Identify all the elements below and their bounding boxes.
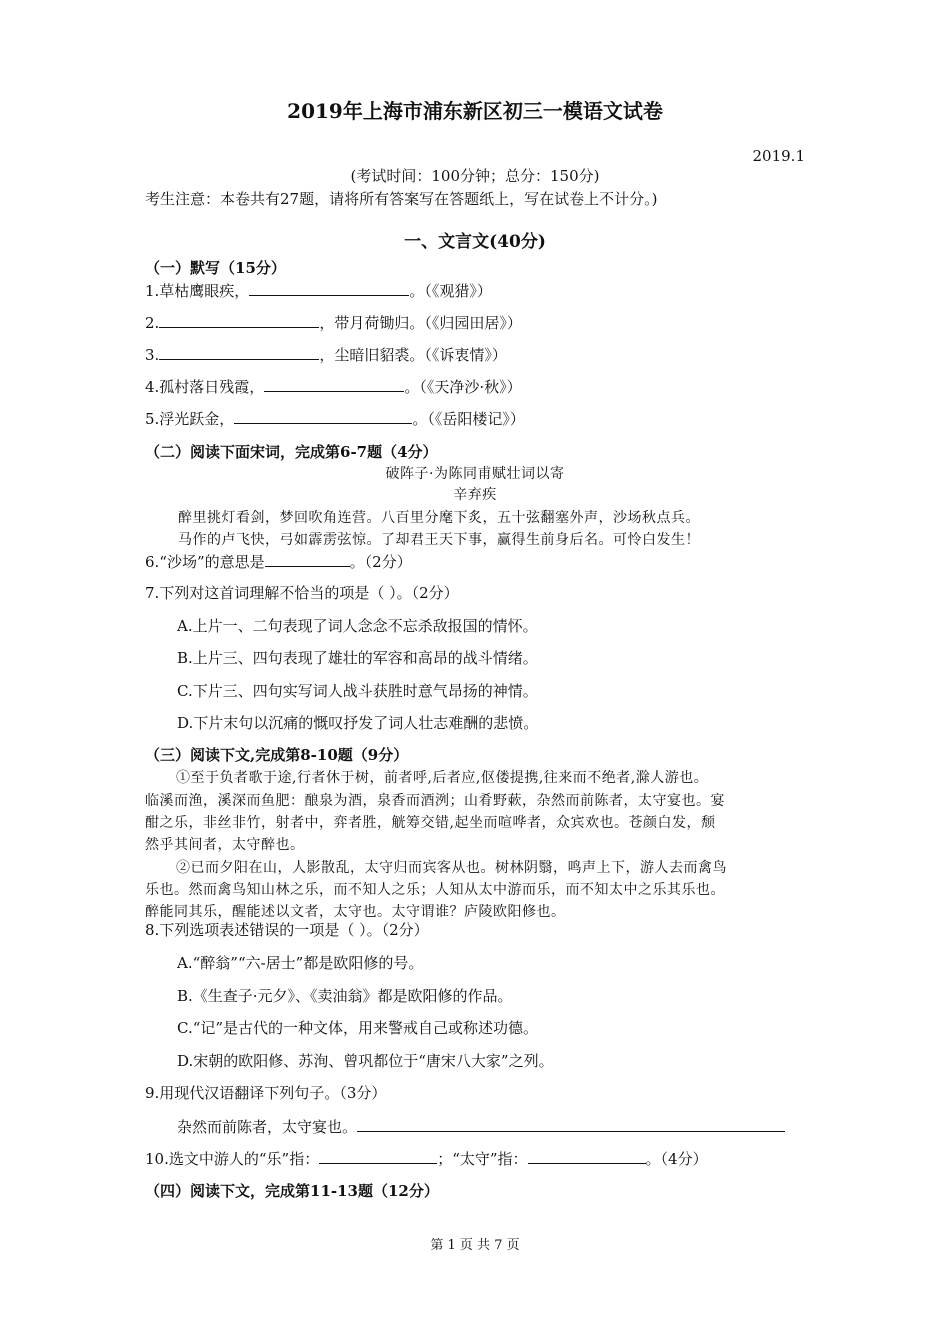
passage-line: ②已而夕阳在山，人影散乱，太守归而宾客从也。树林阴翳，鸣声上下，游人去而禽鸟 bbox=[176, 860, 727, 876]
q1-text: 1.草枯鹰眼疾， bbox=[145, 282, 250, 300]
q3-source: ，尘暗旧貂裘。（《诉衷情》） bbox=[319, 346, 507, 364]
option-c: C.“记”是古代的一种文体，用来警戒自己或称述功德。 bbox=[177, 1019, 539, 1037]
question-5 bbox=[145, 408, 525, 429]
page-title: 2019年上海市浦东新区初三一模语文试卷 bbox=[287, 99, 663, 123]
poem-author: 辛弃疾 bbox=[453, 487, 497, 503]
part1-heading: （一）默写（15分） bbox=[145, 259, 286, 277]
part2-heading: （二）阅读下面宋词，完成第6-7题（4分） bbox=[145, 443, 438, 461]
exam-notice: 考生注意：本卷共有27题，请将所有答案写在答题纸上，写在试卷上不计分。) bbox=[145, 190, 658, 208]
question-3 bbox=[145, 344, 507, 365]
q9-text: 杂然而前陈者，太守宴也。 bbox=[177, 1118, 358, 1136]
passage-line: 然乎其间者，太守醉也。 bbox=[145, 837, 305, 853]
answer-blank[interactable] bbox=[528, 1148, 646, 1164]
answer-blank[interactable] bbox=[249, 280, 409, 296]
poem-line-2: 马作的卢飞快，弓如霹雳弦惊。了却君王天下事，赢得生前身后名。可怜白发生！ bbox=[178, 532, 700, 548]
q6-text: 6.“沙场”的意思是 bbox=[145, 553, 265, 571]
q10-score: 。（4分） bbox=[645, 1150, 708, 1168]
passage-line: 临溪而渔，溪深而鱼肥：酿泉为酒，泉香而酒洌；山肴野蔌，杂然而前陈者，太守宴也。宴 bbox=[145, 793, 725, 809]
poem-title: 破阵子·为陈同甫赋壮词以寄 bbox=[385, 466, 565, 482]
option-b: B.《生查子·元夕》、《卖油翁》都是欧阳修的作品。 bbox=[177, 987, 513, 1005]
part3-heading: （三）阅读下文,完成第8-10题（9分） bbox=[145, 746, 409, 764]
question-8: 8.下列选项表述错误的一项是（ ）。（2分） bbox=[145, 921, 429, 939]
q4-text: 4.孤村落日残霞， bbox=[145, 378, 265, 396]
exam-date: 2019.1 bbox=[752, 147, 805, 165]
q10-text: 10.选文中游人的“乐”指： bbox=[145, 1150, 320, 1168]
answer-blank[interactable] bbox=[159, 344, 319, 360]
q3-text: 3. bbox=[145, 346, 160, 364]
passage-line: ①至于负者歌于途,行者休于树，前者呼,后者应,伛偻提携,往来而不绝者,滁人游也。 bbox=[176, 770, 709, 786]
q5-text: 5.浮光跃金， bbox=[145, 410, 235, 428]
passage-line: 乐也。然而禽鸟知山林之乐，而不知人之乐；人知从太中游而乐，而不知太中之乐其乐也。 bbox=[145, 882, 725, 898]
answer-blank[interactable] bbox=[234, 408, 412, 424]
page-footer: 第 1 页 共 7 页 bbox=[430, 1238, 520, 1253]
question-2 bbox=[145, 312, 522, 333]
q6-score: 。（2分） bbox=[349, 553, 412, 571]
q5-source: 。（《岳阳楼记》） bbox=[412, 410, 525, 428]
question-7: 7.下列对这首词理解不恰当的项是（ ）。（2分） bbox=[145, 584, 459, 602]
passage-line: 醉能同其乐，醒能述以文者，太守也。太守谓谁？庐陵欧阳修也。 bbox=[145, 904, 566, 920]
question-9: 9.用现代汉语翻译下列句子。（3分） bbox=[145, 1084, 387, 1102]
passage-line: 酣之乐，非丝非竹，射者中，弈者胜，觥筹交错,起坐而喧哗者，众宾欢也。苍颜白发，颓 bbox=[145, 815, 716, 831]
question-9-sentence bbox=[177, 1116, 785, 1137]
option-c: C.下片三、四句实写词人战斗获胜时意气昂扬的神情。 bbox=[177, 682, 538, 700]
answer-blank[interactable] bbox=[357, 1116, 785, 1132]
part4-heading: （四）阅读下文，完成第11-13题（12分） bbox=[145, 1182, 439, 1200]
question-1 bbox=[145, 280, 492, 301]
answer-blank[interactable] bbox=[265, 551, 350, 567]
q4-source: 。（《天净沙·秋》） bbox=[404, 378, 522, 396]
poem-line-1: 醉里挑灯看剑，梦回吹角连营。八百里分麾下炙，五十弦翻塞外声，沙场秋点兵。 bbox=[178, 510, 700, 526]
q10-text-mid: ；“太守”指： bbox=[437, 1150, 528, 1168]
option-a: A.“醉翁”“六-居士”都是欧阳修的号。 bbox=[177, 954, 424, 972]
answer-blank[interactable] bbox=[264, 376, 404, 392]
option-b: B.上片三、四句表现了雄壮的军容和高昂的战斗情绪。 bbox=[177, 649, 538, 667]
question-4 bbox=[145, 376, 522, 397]
q1-source: 。（《观猎》） bbox=[409, 282, 492, 300]
section-heading: 一、文言文(40分) bbox=[404, 232, 546, 252]
q2-text: 2. bbox=[145, 314, 160, 332]
option-a: A.上片一、二句表现了词人念念不忘杀敌报国的情怀。 bbox=[177, 617, 538, 635]
question-10 bbox=[145, 1148, 708, 1169]
answer-blank[interactable] bbox=[319, 1148, 437, 1164]
q2-source: ，带月荷锄归。（《归园田居》） bbox=[319, 314, 522, 332]
question-6 bbox=[145, 551, 412, 572]
option-d: D.下片末句以沉痛的慨叹抒发了词人壮志难酬的悲愤。 bbox=[177, 714, 539, 732]
option-d: D.宋朝的欧阳修、苏洵、曾巩都位于“唐宋八大家”之列。 bbox=[177, 1052, 554, 1070]
answer-blank[interactable] bbox=[159, 312, 319, 328]
exam-info: (考试时间：100分钟；总分：150分) bbox=[350, 167, 600, 185]
